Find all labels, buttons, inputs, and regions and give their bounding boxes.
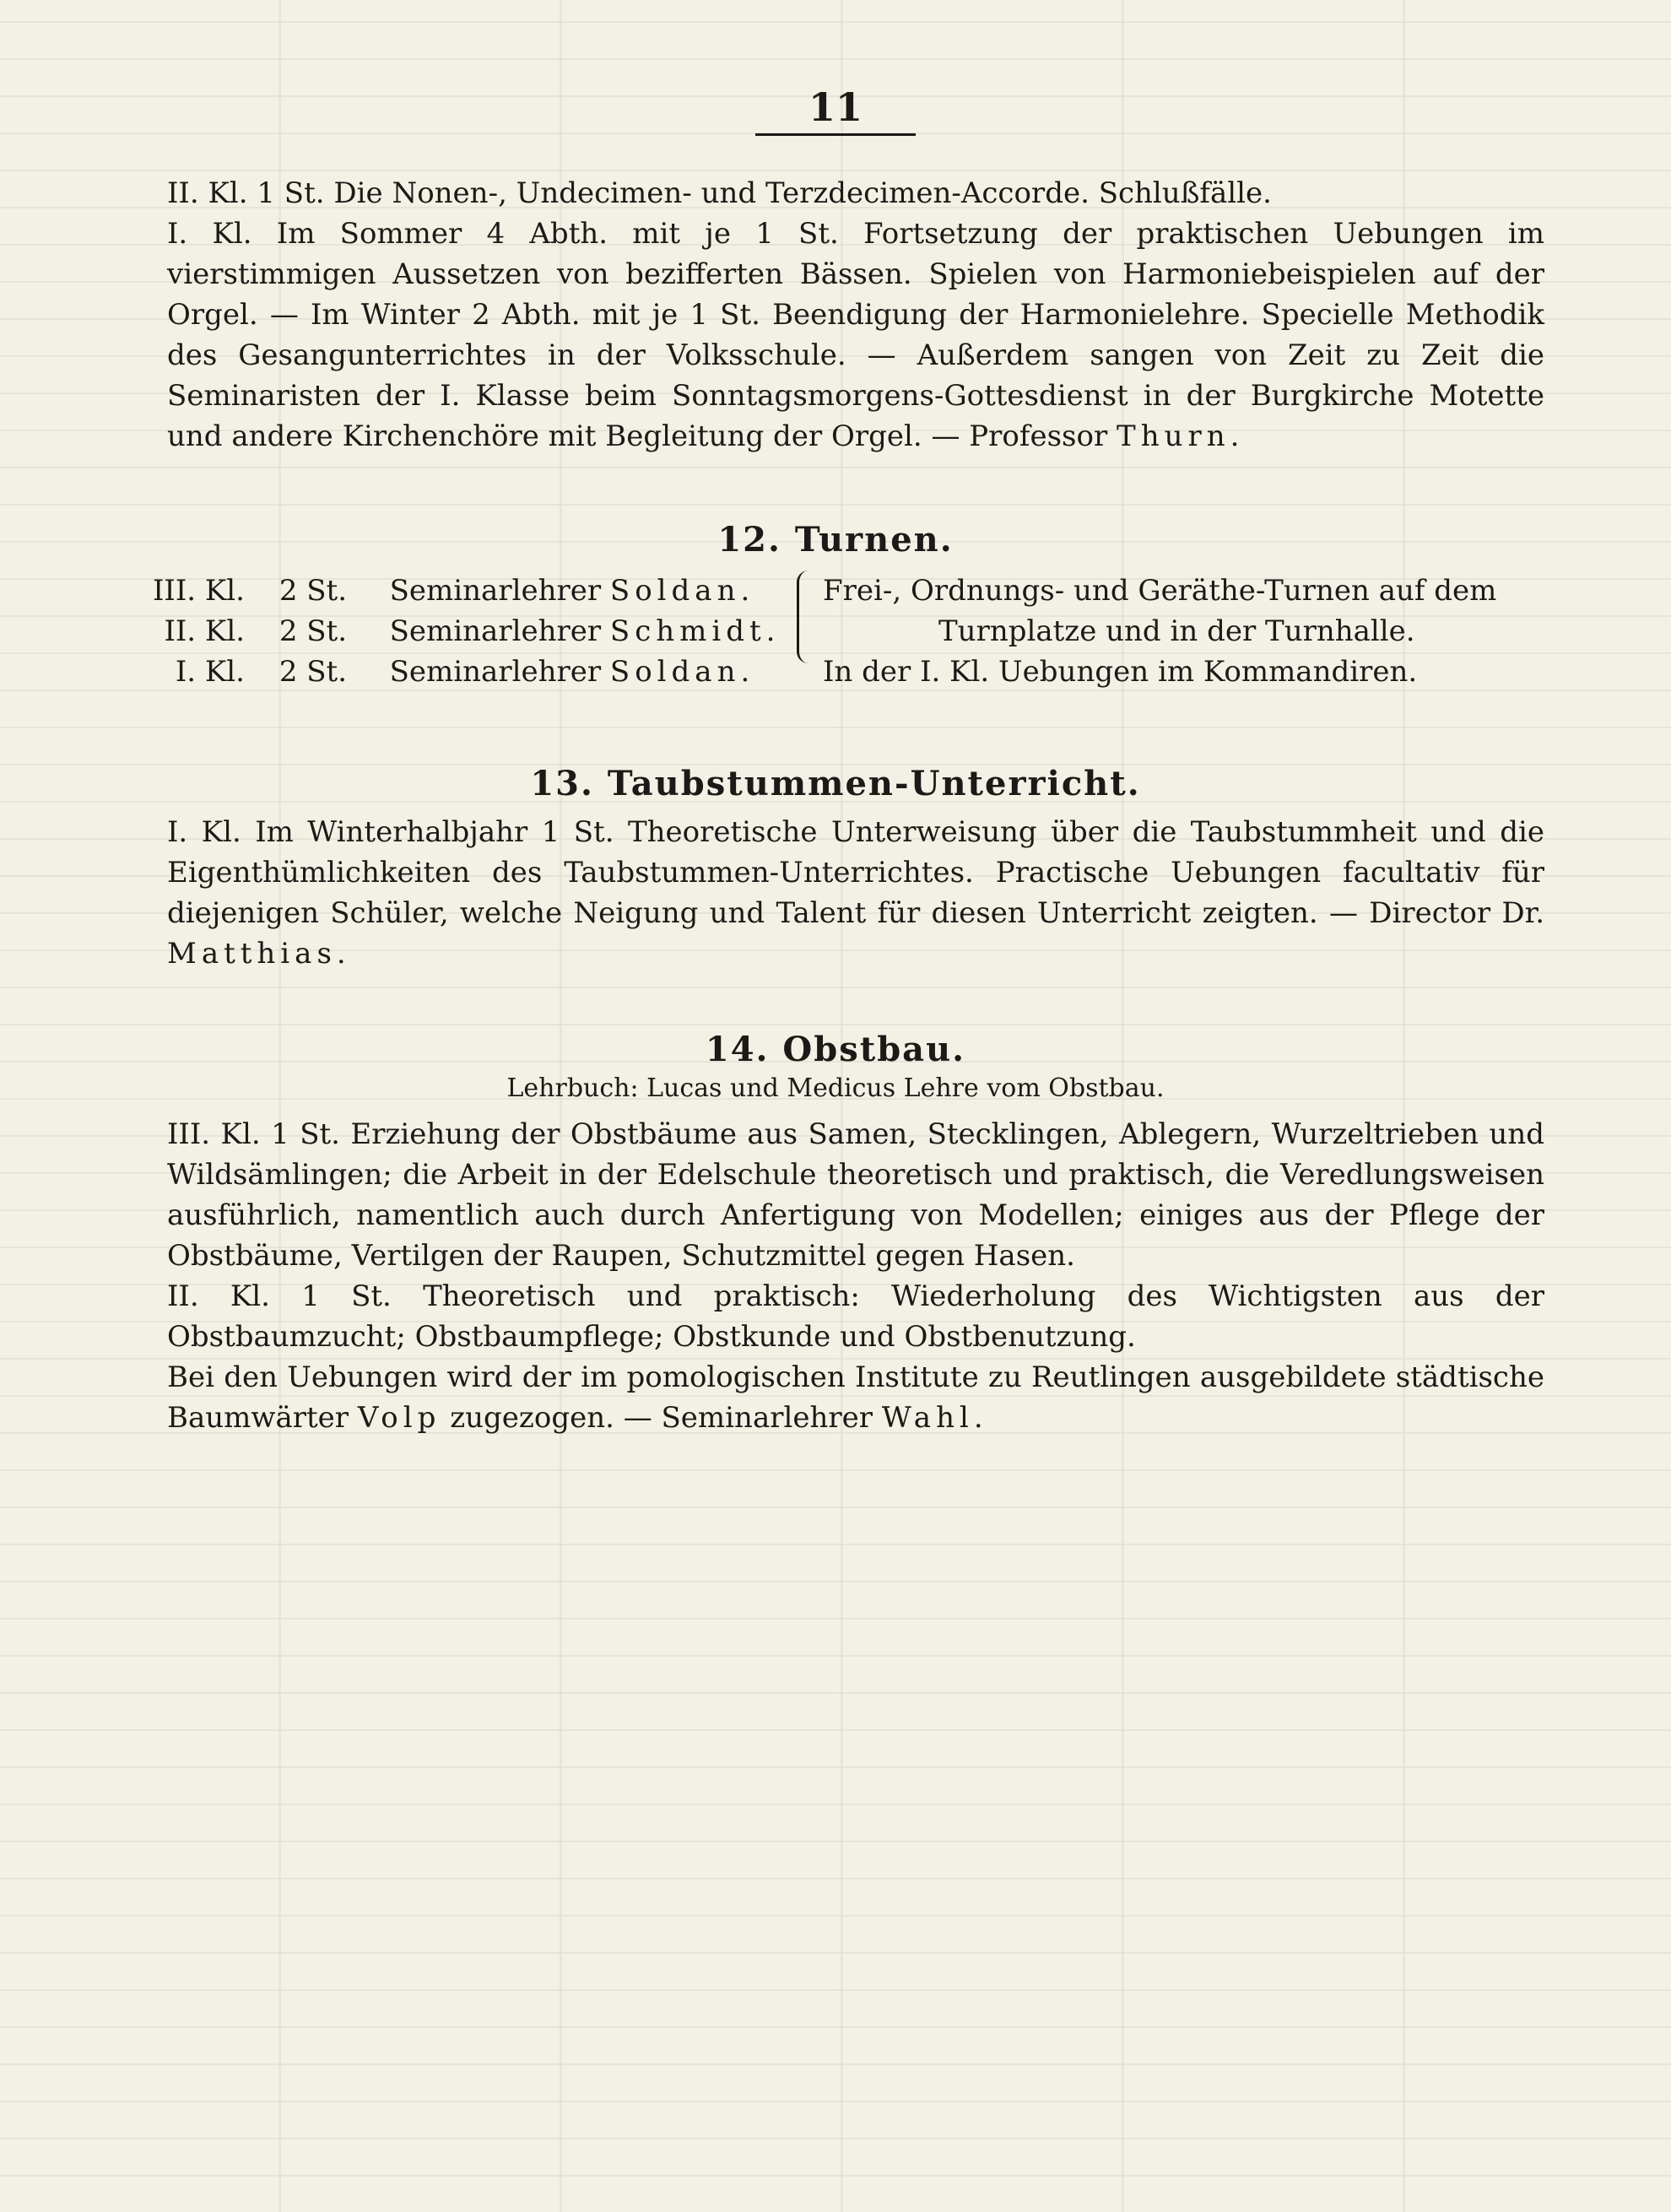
music-line-2kl: II. Kl. 1 St. Die Nonen-, Undecimen- und Terzdecimen-Accorde. Schlußfälle. xyxy=(167,176,1272,210)
turnen-hours: 2 St. xyxy=(278,655,348,689)
taubstummen-teacher-name: Matthias. xyxy=(167,937,351,971)
turnen-row xyxy=(127,611,781,652)
turnen-class: II. Kl. xyxy=(164,614,245,648)
turnen-hours: 2 St. xyxy=(278,614,348,648)
obstbau-practice-end: zugezogen. — Seminarlehrer xyxy=(450,1401,873,1435)
turnen-teacher-name: Soldan. xyxy=(609,574,755,608)
turnen-topic: Frei-, Ordnungs- und Geräthe-Turnen auf dem xyxy=(823,574,1497,608)
taubstummen-text: I. Kl. Im Winterhalbjahr 1 St. Theoretische Unterweisung über die Taubstummheit und die Eigenthümlichkeiten des Taubstummen-Unterrichtes. Practische Uebungen facultativ für diejenigen Schüler, welche Neigung und Talent für diesen Unterricht zeigten. — Director Dr. xyxy=(167,815,1544,930)
turnen-topic: Turnplatze und in der Turnhalle. xyxy=(938,614,1415,648)
page-number: 11 xyxy=(808,84,863,130)
turnen-teacher-role: Seminarlehrer xyxy=(389,655,602,689)
turnen-class: I. Kl. xyxy=(175,655,245,689)
page-number-rule xyxy=(755,133,916,136)
turnen-topic: In der I. Kl. Uebungen im Kommandiren. xyxy=(823,655,1418,689)
music-paragraph-text: I. Kl. Im Sommer 4 Abth. mit je 1 St. Fortsetzung der praktischen Uebungen im vierstimmigen Aussetzen von bezifferten Bässen. Spielen von Harmoniebeispielen auf der Orgel. — Im Winter 2 Abth. mit je 1 St. Beendigung der Harmonielehre. Specielle Methodik des Gesangunterrichtes in der Volksschule. — Außerdem sangen von Zeit zu Zeit die Seminaristen der I. Klasse beim Sonntagsmorgens-Gottesdienst in der Burgkirche Motette und andere Kirchenchöre mit Begleitung der Orgel. — Professor xyxy=(167,217,1544,453)
obstbau-teacher-name: Wahl. xyxy=(881,1401,988,1435)
turnen-row xyxy=(127,652,754,692)
obstbau-paragraph-2kl: II. Kl. 1 St. Theoretisch und praktisch: Wiederholung des Wichtigsten aus der Obstbaumzucht; Obstbaumpflege; Obstkunde und Obstbenutzung. xyxy=(167,1279,1544,1354)
turnen-brace xyxy=(797,571,814,663)
taubstummen-paragraph xyxy=(127,812,1544,974)
section-heading-turnen: 12. Turnen. xyxy=(717,520,954,560)
section-heading-obstbau: 14. Obstbau. xyxy=(705,1030,966,1069)
obstbau-section xyxy=(127,1114,1544,1438)
obstbau-textbook: Lehrbuch: Lucas und Medicus Lehre vom Obstbau. xyxy=(506,1074,1165,1103)
section-heading-taubstummen: 13. Taubstummen-Unterricht. xyxy=(530,764,1141,803)
turnen-hours: 2 St. xyxy=(278,574,348,608)
turnen-teacher-name: Schmidt. xyxy=(609,614,781,648)
music-section-continuation xyxy=(127,173,1544,457)
taubstummen-section xyxy=(127,812,1544,974)
obstbau-paragraph-practice xyxy=(127,1357,1544,1438)
turnen-row xyxy=(127,571,754,611)
obstbau-paragraph-3kl: III. Kl. 1 St. Erziehung der Obstbäume aus Samen, Stecklingen, Ablegern, Wurzeltrieben und Wildsämlingen; die Arbeit in der Edelschule theoretisch und praktisch, die Veredlungsweisen ausführlich, namentlich auch durch Anfertigung von Modellen; einiges aus der Pflege der Obstbäume, Vertilgen der Raupen, Schutzmittel gegen Hasen. xyxy=(167,1117,1544,1273)
turnen-teacher-role: Seminarlehrer xyxy=(389,574,602,608)
turnen-class: III. Kl. xyxy=(153,574,245,608)
obstbau-gardener-name: Volp xyxy=(357,1401,441,1435)
music-paragraph-1kl xyxy=(127,214,1544,457)
obstbau-practice-text: Bei den Uebungen wird der im pomologischen Institute zu Reutlingen ausgebildete städtische Baumwärter xyxy=(167,1360,1544,1435)
turnen-teacher-name: Soldan. xyxy=(609,655,755,689)
music-teacher-name: Thurn. xyxy=(1117,419,1245,453)
turnen-teacher-role: Seminarlehrer xyxy=(389,614,602,648)
